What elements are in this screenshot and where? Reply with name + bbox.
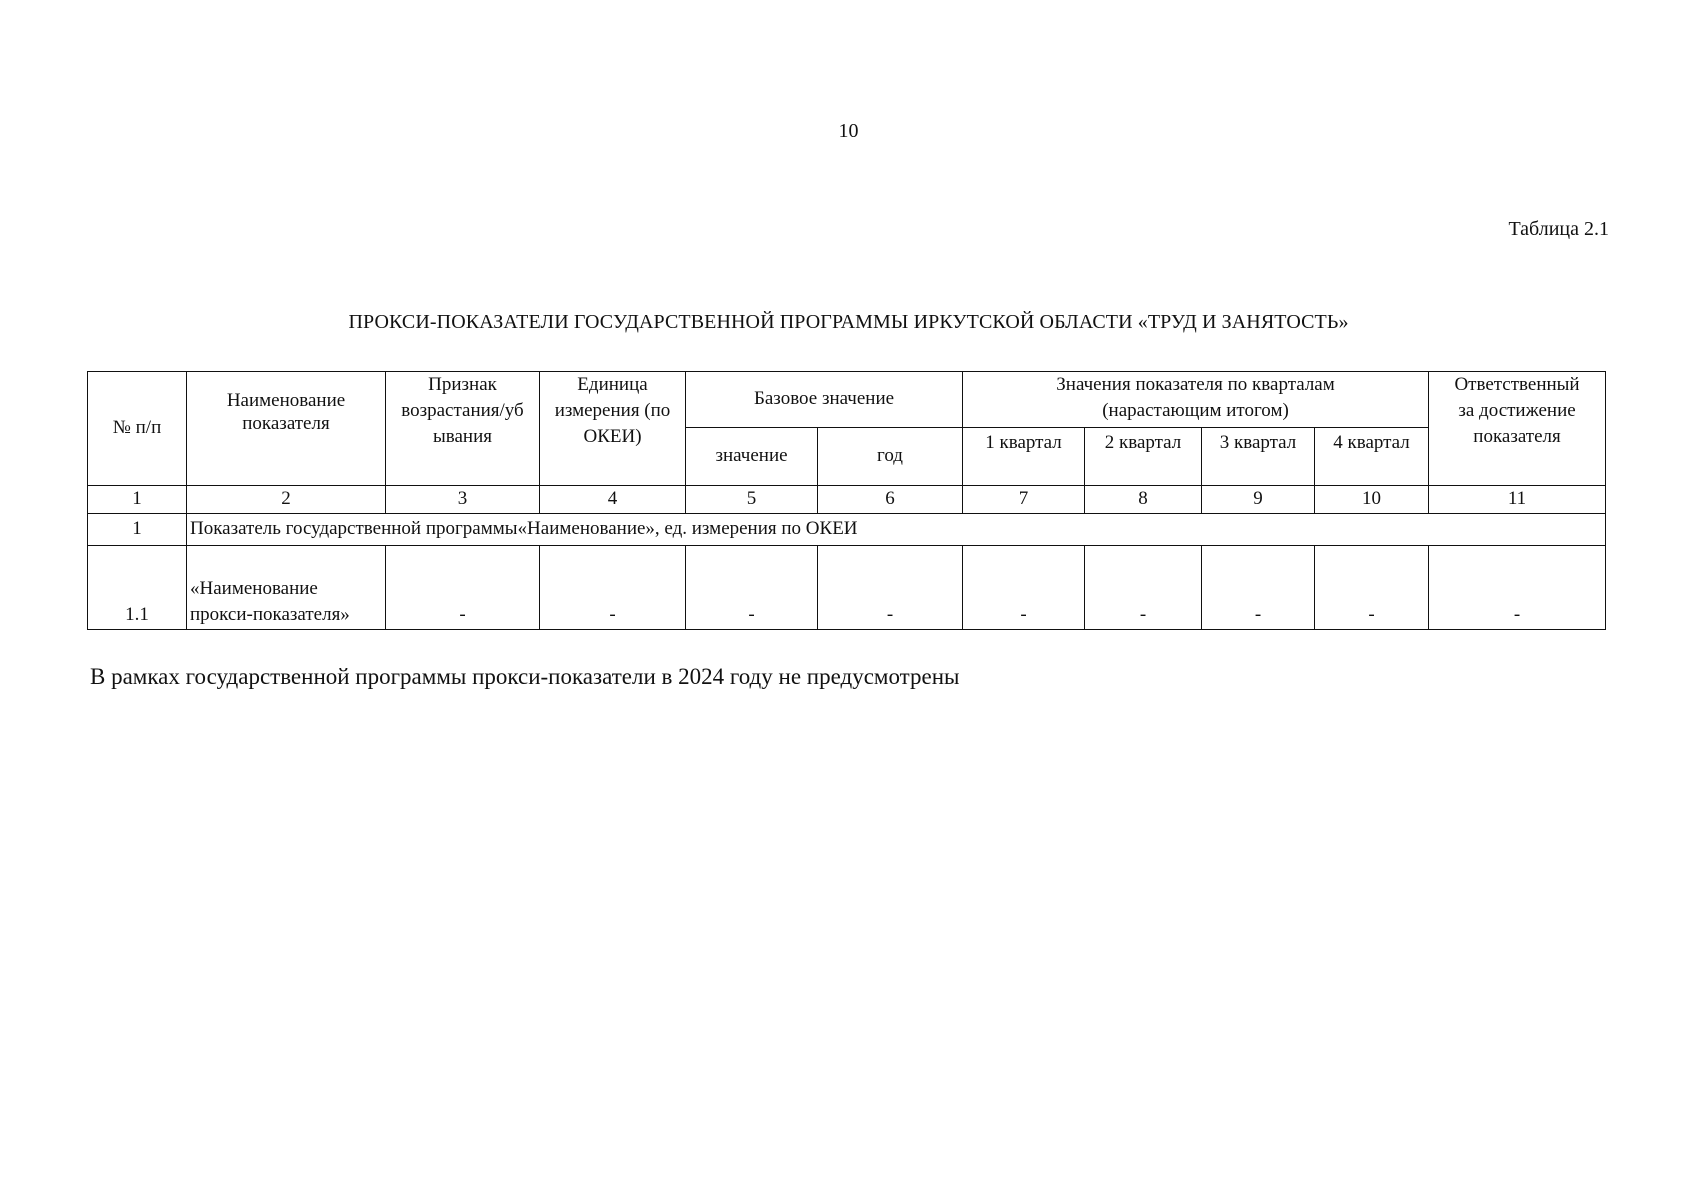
table-label: Таблица 2.1	[1508, 218, 1609, 240]
header-q4: 4 квартал	[1315, 428, 1429, 486]
header-base-year: год	[818, 428, 963, 486]
note-text: В рамках государственной программы прокси-показатели в 2024 году не предусмотрены	[90, 664, 960, 689]
proxy-indicators-table	[87, 371, 1606, 630]
document-title: ПРОКСИ-ПОКАЗАТЕЛИ ГОСУДАРСТВЕННОЙ ПРОГРАММЫ ИРКУТСКОЙ ОБЛАСТИ «ТРУД И ЗАНЯТОСТЬ»	[348, 311, 1349, 333]
table-cell: -	[1202, 546, 1315, 630]
header-q2: 2 квартал	[1085, 428, 1202, 486]
column-number: 10	[1315, 486, 1429, 514]
column-number-row	[88, 486, 1606, 514]
header-resp-line1: Ответственный	[1454, 374, 1580, 395]
header-resp-line3: показателя	[1473, 425, 1561, 447]
column-number: 8	[1085, 486, 1202, 514]
header-base-value: значение	[686, 428, 818, 486]
header-q1: 1 квартал	[963, 428, 1085, 486]
header-sign-line2: возрастания/уб	[401, 399, 524, 421]
row-name-line2: прокси-показателя»	[190, 604, 350, 626]
column-number: 3	[386, 486, 540, 514]
header-name-line2: показателя	[242, 412, 330, 434]
group-text: Показатель государственной программы«Наименование», ед. измерения по ОКЕИ	[187, 514, 1606, 546]
column-number: 4	[540, 486, 686, 514]
column-number: 2	[187, 486, 386, 514]
column-number: 5	[686, 486, 818, 514]
header-num	[88, 372, 187, 486]
header-unit	[540, 372, 686, 486]
table-cell: -	[386, 546, 540, 630]
table-cell: -	[1085, 546, 1202, 630]
group-num: 1	[88, 514, 187, 546]
table-cell: -	[1315, 546, 1429, 630]
column-number: 6	[818, 486, 963, 514]
column-number: 9	[1202, 486, 1315, 514]
row-name-line1: «Наименование	[190, 578, 318, 600]
table-cell: -	[686, 546, 818, 630]
header-quarters-line2: (нарастающим итогом)	[1102, 399, 1289, 421]
header-unit-line3: ОКЕИ)	[583, 425, 642, 447]
table-cell: -	[1429, 546, 1606, 630]
page-number: 10	[838, 120, 859, 142]
header-quarters	[963, 372, 1429, 428]
header-responsible	[1429, 372, 1606, 486]
header-sign	[386, 372, 540, 486]
header-sign-line3: ывания	[433, 425, 492, 447]
header-name-line1: Наименование	[226, 390, 346, 411]
table-cell: -	[963, 546, 1085, 630]
header-row-1	[88, 372, 1606, 428]
header-resp-line2: за достижение	[1458, 399, 1576, 421]
table-cell: -	[540, 546, 686, 630]
header-base-text: Базовое значение	[753, 388, 895, 410]
column-number: 7	[963, 486, 1085, 514]
column-number: 1	[88, 486, 187, 514]
table-row	[88, 546, 1606, 630]
table-cell: -	[818, 546, 963, 630]
header-name	[187, 372, 386, 486]
header-quarters-line1: Значения показателя по кварталам	[1056, 374, 1335, 395]
row-indicator-name	[187, 546, 386, 630]
header-q3: 3 квартал	[1202, 428, 1315, 486]
header-unit-line1: Единица	[577, 374, 648, 395]
indicator-group-row	[88, 514, 1606, 546]
header-base	[686, 372, 963, 428]
header-unit-line2: измерения (по	[554, 399, 671, 421]
column-number: 11	[1429, 486, 1606, 514]
header-num-text: № п/п	[112, 417, 162, 439]
row-num: 1.1	[88, 546, 187, 630]
header-sign-line1: Признак	[428, 374, 497, 395]
